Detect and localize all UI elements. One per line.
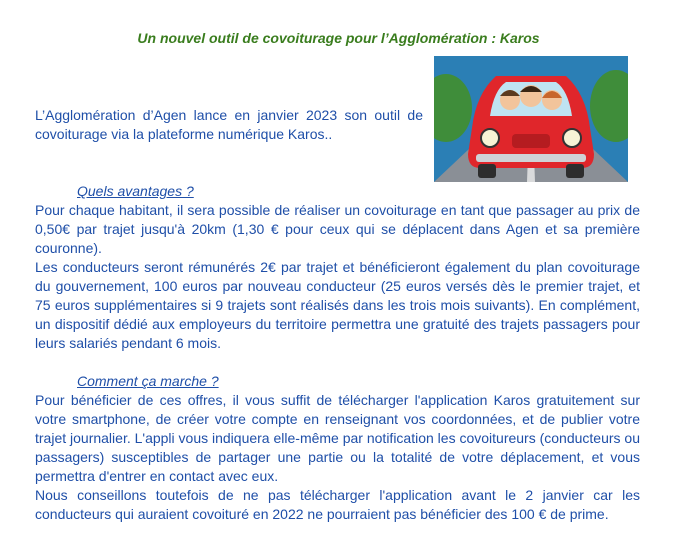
car-illustration (434, 56, 628, 182)
section-fonctionnement (35, 372, 640, 524)
section-heading: Quels avantages ? (77, 183, 194, 199)
section-paragraph: Nous conseillons toutefois de ne pas télécharger l'application avant le 2 janvier car les conducteurs qui auraient covoituré en 2022 ne pourraient pas bénéficier des 100 € de prime. (35, 487, 640, 522)
section-heading: Comment ça marche ? (77, 373, 219, 389)
section-avantages (35, 182, 640, 353)
section-paragraph: Pour bénéficier de ces offres, il vous suffit de télécharger l'application Karos gratuitement sur votre smartphone, de créer votre compte en renseignant vos coordonnées, et de publier votre trajet journalier. L'appli vous indiquera elle-même par notification les covoitureurs (conducteurs ou passagers) susceptibles de partager une partie ou la totalité de votre déplacement, et vous permettra d'entrer en contact avec eux. (35, 392, 640, 484)
car-with-passengers-icon (434, 56, 628, 182)
intro-paragraph: L’Agglomération d’Agen lance en janvier 2023 son outil de covoiturage via la plateforme numérique Karos.. (35, 107, 423, 142)
section-paragraph: Pour chaque habitant, il sera possible de réaliser un covoiturage en tant que passager au prix de 0,50€ par trajet jusqu'à 20km (1,30 € pour ceux qui se déplacent dans Agen et sa première couronne). (35, 202, 640, 256)
page-title: Un nouvel outil de covoiturage pour l’Agglomération : Karos (137, 30, 540, 46)
section-paragraph: Les conducteurs seront rémunérés 2€ par trajet et bénéficieront également du plan covoiturage du gouvernement, 100 euros par nouveau conducteur (25 euros versés dès le premier trajet, et 75 euros supplémentaires si 9 trajets sont réalisés dans les trois mois suivants). En complément, un dispositif dédié aux employeurs du territoire permettra une gratuité des trajets passagers pour leurs salariés pendant 6 mois. (35, 259, 640, 351)
